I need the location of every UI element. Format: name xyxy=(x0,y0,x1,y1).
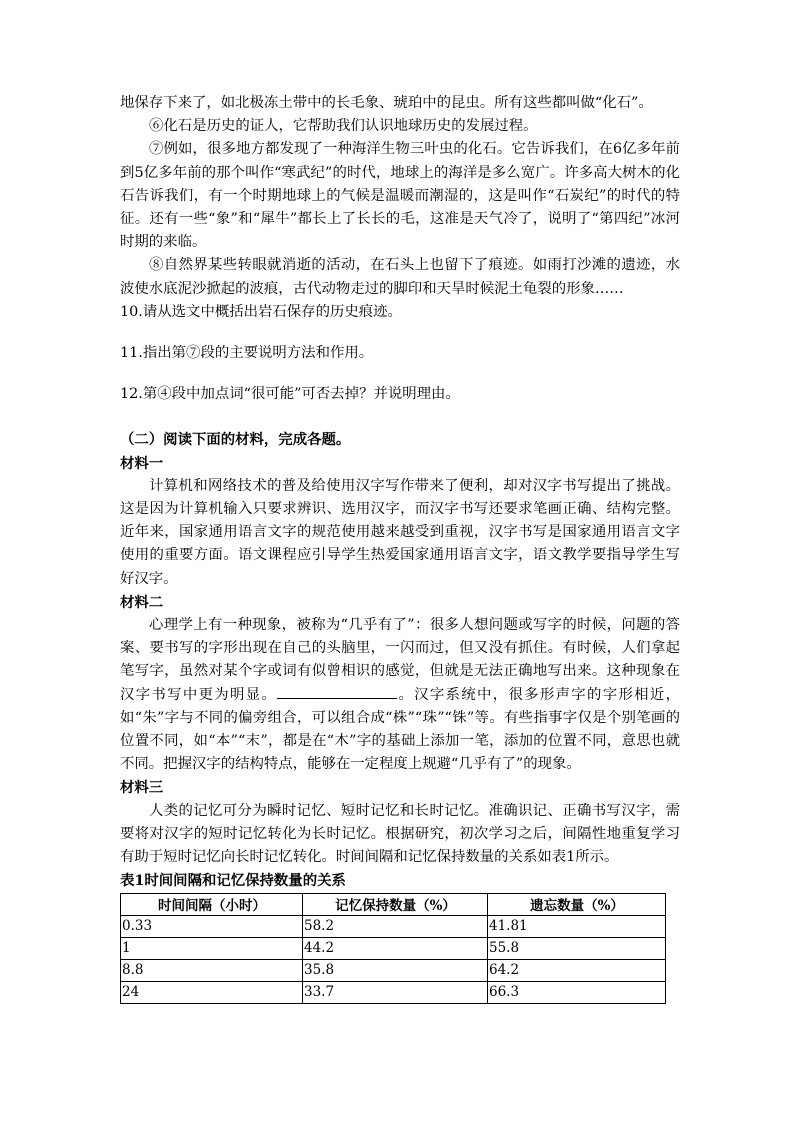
material-1-title: 材料一 xyxy=(120,454,164,472)
question-12: 12.第④段中加点词“很可能”可否去掉？并说明理由。 xyxy=(120,386,460,403)
table-header-row xyxy=(121,893,666,915)
answer-space-12 xyxy=(120,406,680,428)
header-forgotten: 遗忘数量（%） xyxy=(488,893,666,915)
answer-space-11 xyxy=(120,365,680,383)
question-10: 10.请从选文中概括出岩石保存的历史痕迹。 xyxy=(120,303,402,320)
cell-forgotten: 55.8 xyxy=(488,937,666,959)
table-row xyxy=(121,915,666,937)
fill-in-blank[interactable] xyxy=(277,684,397,699)
cell-interval: 24 xyxy=(121,981,303,1003)
memory-table xyxy=(120,893,666,1004)
cell-forgotten: 64.2 xyxy=(488,959,666,981)
header-interval: 时间间隔（小时） xyxy=(121,893,303,915)
document-page xyxy=(120,92,680,1004)
cell-interval: 0.33 xyxy=(121,915,303,937)
cell-retained: 33.7 xyxy=(303,981,488,1003)
material-2-text-a: 心理学上有一种现象，被称为“几乎有了”：很多人想问题或写字的时候，问题的答案、要书写的字形出现在自己的头脑里，一闪而过，但又没有抓住。有时候，人们拿起笔写字，虽然对某个字或词有似曾相识的感觉，但就是无法正确地写出来。这种现象在汉字书写中更为明显。 xyxy=(120,617,680,703)
material-2-text-b: 。汉字系统中，很多形声字的字形相近，如“朱”字与不同的偏旁组合，可以组合成“株”“珠”“铢”等。有些指事字仅是个别笔画的位置不同，如“本”“末”，都是在“木”字的基础上添加一笔，添加的位置不同，意思也就不同。把握汉字的结构特点，能够在一定程度上规避“几乎有了”的现象。 xyxy=(120,686,680,773)
table-row xyxy=(121,981,666,1003)
cell-forgotten: 41.81 xyxy=(488,915,666,937)
article-paragraph-8: ⑧自然界某些转眼就消逝的活动，在石头上也留下了痕迹。如雨打沙滩的遗迹，水波使水底泥沙掀起的波痕，古代动物走过的脚印和天旱时候泥土龟裂的形象…… xyxy=(120,257,680,297)
table-row xyxy=(121,959,666,981)
material-2-text xyxy=(120,614,680,776)
table-row xyxy=(121,937,666,959)
question-11: 11.指出第⑦段的主要说明方法和作用。 xyxy=(120,345,374,362)
cell-forgotten: 66.3 xyxy=(488,981,666,1003)
answer-space-10 xyxy=(120,324,680,342)
article-paragraph-7: ⑦例如，很多地方都发现了一种海洋生物三叶虫的化石。它告诉我们，在6亿多年前到5亿多年前的那个叫作“寒武纪”的时代，地球上的海洋是多么宽广。许多高大树木的化石告诉我们，有一个时期地球上的气候是温暖而潮湿的，这是叫作“石炭纪”的时代的特征。还有一些“象”和“犀牛”都长上了长长的毛，这准是天气冷了，说明了“第四纪”冰河时期的来临。 xyxy=(120,141,680,251)
cell-retained: 44.2 xyxy=(303,937,488,959)
header-retained: 记忆保持数量（%） xyxy=(303,893,488,915)
cell-interval: 8.8 xyxy=(121,959,303,981)
material-1-text: 计算机和网络技术的普及给使用汉字写作带来了便利，却对汉字书写提出了挑战。这是因为计算机输入只要求辨识、选用汉字，而汉字书写还要求笔画正确、结构完整。近年来，国家通用语言文字的规范使用越来越受到重视，汉字书写是国家通用语言文字使用的重要方面。语文课程应引导学生热爱国家通用语言文字，语文教学要指导学生写好汉字。 xyxy=(120,477,680,587)
cell-retained: 35.8 xyxy=(303,959,488,981)
section-heading: （二）阅读下面的材料，完成各题。 xyxy=(120,431,351,449)
article-paragraph-6: ⑥化石是历史的证人，它帮助我们认识地球历史的发展过程。 xyxy=(149,118,538,135)
cell-interval: 1 xyxy=(121,937,303,959)
material-2-title: 材料二 xyxy=(120,593,164,611)
cell-retained: 58.2 xyxy=(303,915,488,937)
material-3-title: 材料三 xyxy=(120,779,164,797)
article-paragraph-5-end: 地保存下来了，如北极冻土带中的长毛象、琥珀中的昆虫。所有这些都叫做“化石”。 xyxy=(120,95,653,111)
table-caption: 表1时间间隔和记忆保持数量的关系 xyxy=(120,872,346,890)
material-3-text: 人类的记忆可分为瞬时记忆、短时记忆和长时记忆。准确识记、正确书写汉字，需要将对汉字的短时记忆转化为长时记忆。根据研究，初次学习之后，间隔性地重复学习有助于短时记忆向长时记忆转化。时间间隔和记忆保持数量的关系如表1所示。 xyxy=(120,802,680,866)
